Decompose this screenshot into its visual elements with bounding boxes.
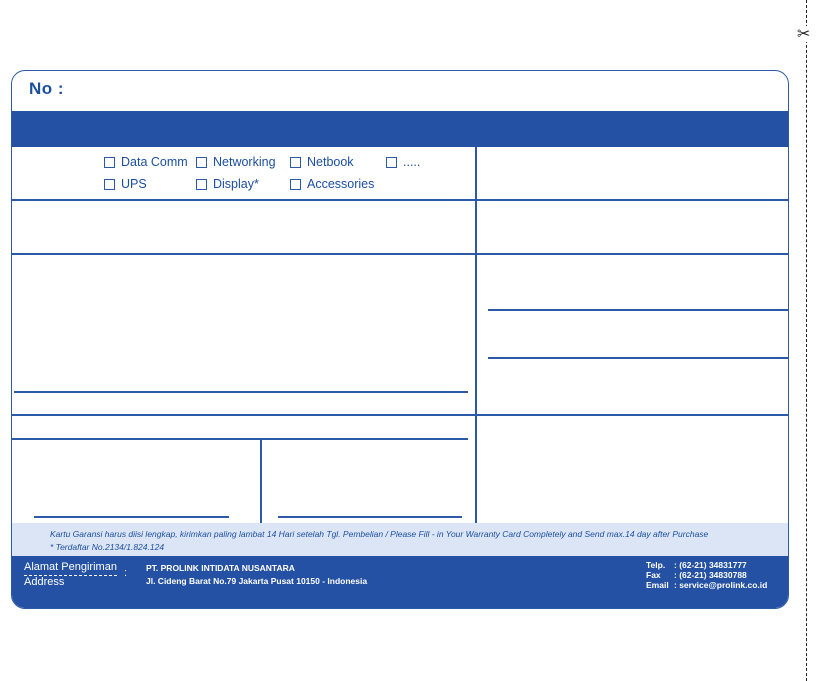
fax-key: Fax <box>646 570 661 580</box>
checkbox-label: UPS <box>121 177 147 191</box>
telp-row <box>646 560 767 570</box>
row-divider <box>12 199 788 201</box>
company-name: PT. PROLINK INTIDATA NUSANTARA <box>146 563 295 573</box>
checkbox-label: Data Comm <box>121 155 188 169</box>
checkbox-box[interactable] <box>290 157 301 168</box>
checkbox-display[interactable] <box>196 177 259 191</box>
email-row <box>646 580 767 590</box>
field-underline <box>14 391 468 393</box>
checkbox-label: Networking <box>213 155 276 169</box>
checkbox-ups[interactable] <box>104 177 147 191</box>
number-label: No : <box>29 79 65 98</box>
checkbox-box[interactable] <box>196 157 207 168</box>
column-divider <box>475 414 477 523</box>
field-underline <box>488 357 789 359</box>
checkbox-label: Accessories <box>307 177 375 191</box>
row-divider <box>12 253 788 255</box>
fax-row <box>646 570 767 580</box>
checkbox-label: ..... <box>403 155 421 169</box>
checkbox-box[interactable] <box>104 157 115 168</box>
address-label-en: Address <box>24 576 65 588</box>
note-line: Kartu Garansi harus diisi lengkap, kirimkan paling lambat 14 Hari setelah Tgl. Pembelian / Please Fill - in Your Warranty Card Completely and Send max.14 day after Purchase <box>50 529 709 539</box>
cut-line <box>806 0 807 681</box>
header-band <box>12 111 788 147</box>
checkbox-data-comm[interactable] <box>104 155 188 169</box>
row-divider <box>12 414 788 416</box>
checkbox-other[interactable] <box>386 155 420 169</box>
scissors-icon: ✂ <box>797 24 811 43</box>
address-label <box>24 561 117 589</box>
column-divider <box>475 147 477 414</box>
signature-line <box>278 516 462 518</box>
checkbox-box[interactable] <box>386 157 397 168</box>
checkbox-box[interactable] <box>104 179 115 190</box>
address-label-id: Alamat Pengiriman <box>24 561 117 576</box>
checkbox-netbook[interactable] <box>290 155 354 169</box>
registration-note: * Terdaftar No.2134/1.824.124 <box>50 542 165 552</box>
checkbox-accessories[interactable] <box>290 177 374 191</box>
telp-key: Telp. <box>646 560 666 570</box>
checkbox-box[interactable] <box>290 179 301 190</box>
row-divider <box>12 438 468 440</box>
email-value: : service@prolink.co.id <box>674 580 768 590</box>
checkbox-label: Netbook <box>307 155 354 169</box>
field-underline <box>488 309 789 311</box>
company-address: Jl. Cideng Barat No.79 Jakarta Pusat 10150 - Indonesia <box>146 576 368 586</box>
contact-block <box>646 560 767 590</box>
column-divider <box>260 438 262 523</box>
checkbox-label: Display* <box>213 177 259 191</box>
checkbox-networking[interactable] <box>196 155 276 169</box>
telp-value: : (62-21) 34831777 <box>674 560 747 570</box>
footer-band <box>12 556 788 609</box>
warranty-card <box>11 70 789 609</box>
instruction-note <box>12 523 788 556</box>
signature-line <box>34 516 229 518</box>
fax-value: : (62-21) 34830788 <box>674 570 747 580</box>
checkbox-box[interactable] <box>196 179 207 190</box>
address-colon: : <box>124 567 128 579</box>
email-key: Email <box>646 580 669 590</box>
